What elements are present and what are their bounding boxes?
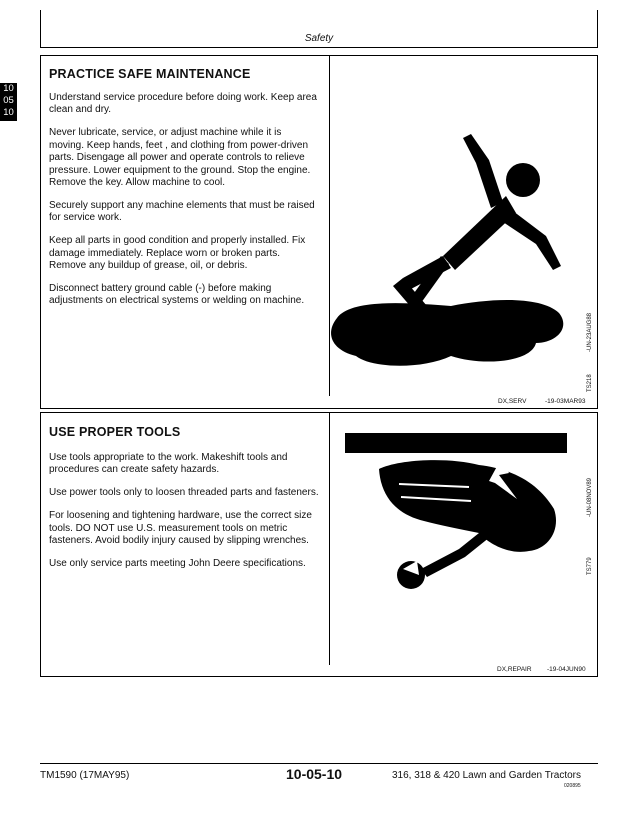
- doc-date: -19-03MAR93: [545, 398, 586, 405]
- paragraph: Securely support any machine elements that must be raised for service work.: [49, 199, 315, 224]
- section-title: USE PROPER TOOLS: [49, 425, 181, 439]
- section-tab-line: 05: [3, 95, 14, 106]
- doc-date: -19-04JUN90: [547, 666, 586, 673]
- doc-code: DX,REPAIR: [497, 666, 532, 673]
- section-tab: [0, 83, 17, 121]
- figure-date: -UN-08NOV89: [587, 477, 593, 517]
- paragraph: Use power tools only to loosen threaded parts and fasteners.: [49, 487, 319, 499]
- paragraph: Understand service procedure before doing work. Keep area clean and dry.: [49, 92, 317, 116]
- manual-title: 316, 318 & 420 Lawn and Garden Tractors: [392, 770, 582, 781]
- section-tab-line: 10: [3, 83, 14, 94]
- section-tab-line: 10: [3, 107, 14, 118]
- figure-date: -UN-23AUG88: [587, 312, 593, 352]
- figure-code: TS779: [587, 557, 593, 575]
- hand-wrench-icon: [339, 429, 579, 599]
- column-divider: [329, 56, 330, 396]
- section-body: [49, 92, 319, 318]
- paragraph: Use only service parts meeting John Deere specifications.: [49, 557, 306, 569]
- paragraph: For loosening and tightening hardware, use the correct size tools. DO NOT use U.S. measurement tools on metric fasteners. Avoid bodily injury caused by slipping wrenches.: [49, 510, 312, 547]
- page-number: 10-05-10: [286, 766, 343, 782]
- safety-panel-maintenance: [40, 55, 598, 409]
- section-title: PRACTICE SAFE MAINTENANCE: [49, 67, 251, 81]
- paragraph: Disconnect battery ground cable (-) before making adjustments on electrical systems or welding on machine.: [49, 282, 305, 307]
- footer-rule: [40, 763, 598, 764]
- page-header-title: Safety: [304, 33, 334, 44]
- header-rule: [40, 47, 598, 48]
- column-divider: [329, 413, 330, 665]
- manual-reference: TM1590 (17MAY95): [40, 770, 130, 781]
- slipping-person-icon: [331, 128, 571, 386]
- figure-code: TS218: [587, 374, 593, 392]
- footer-code: 020895: [564, 783, 581, 789]
- paragraph: Never lubricate, service, or adjust machine while it is moving. Keep hands, feet , and clothing from power-driven parts. Disengage all power and operate controls to relieve pressure. Lower equipment to the ground. Stop the engine. Remove the key. Allow machine to cool.: [49, 127, 311, 188]
- section-body: [49, 452, 319, 581]
- safety-panel-tools: [40, 412, 598, 677]
- paragraph: Use tools appropriate to the work. Makeshift tools and procedures can create safety hazards.: [49, 452, 288, 476]
- doc-code: DX,SERV: [498, 398, 527, 405]
- paragraph: Keep all parts in good condition and properly installed. Fix damage immediately. Replace worn or broken parts. Remove any buildup of grease, oil, or debris.: [49, 235, 306, 271]
